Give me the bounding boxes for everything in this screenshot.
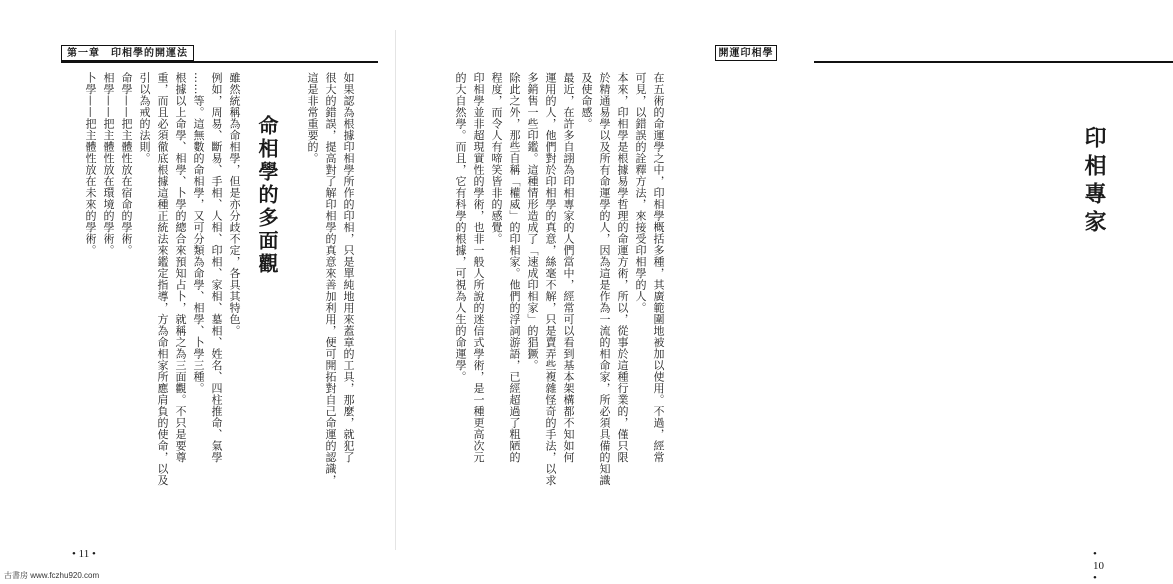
header-rule-right	[814, 61, 1173, 63]
right-heading: 印相專家	[1081, 126, 1107, 238]
text-column: ……等。這無數的命相學，又可分類為命學、相學、卜學三種。	[192, 72, 205, 394]
text-column: 最近，在許多自詡為印相專家的人們當中，經常可以看到基本架構都不知如何	[562, 72, 575, 463]
text-column: 及使命感。	[580, 72, 593, 130]
text-column: 本來，印相學是根據易學哲理的命運方術，所以，從事於這種行業的，僅只限	[616, 72, 629, 463]
text-column: 根據以上命學、相學、卜學的總合來預知占卜，就稱之為三面觀。不只是要尊	[174, 72, 187, 463]
text-column: 的大自然學。而且，它有科學的根據，可視為人生的命運學。	[454, 72, 467, 383]
chapter-tag: 第一章 印相學的開運法	[61, 45, 194, 61]
text-column: 如果認為根據印相學所作的印相，只是單純地用來蓋章的工具，那麼，就犯了	[342, 72, 355, 463]
text-column: 在五術的命運學之中，印相學概括多種，其廣範圍地被加以使用。不過，經常	[652, 72, 665, 463]
text-column: 這是非常重要的。	[306, 72, 319, 164]
text-column: 命學——把主體性放在宿命的學術。	[120, 72, 133, 256]
text-column: 可見，以錯誤的詮釋方法，來接受印相學的人。	[634, 72, 647, 314]
text-column: 於精通易學以及所有命運學的人，因為這是作為一流的相命家，所必須具備的知識	[598, 72, 611, 486]
text-column: 程度，而令人有啼笑皆非的感覺。	[490, 72, 503, 245]
text-column: 相學——把主體性放在環境的學術。	[102, 72, 115, 256]
text-column: 例如，周易、斷易、手相、人相、印相、家相、墓相、姓名、四柱推命、氣學	[210, 72, 223, 463]
text-column: 多銷售一些印鑑。這種情形造成了「速成印相家」的猖獗。	[526, 72, 539, 371]
site-imprint: 古書房 www.fczhu920.com	[4, 571, 100, 580]
text-column: 卜學——把主體性放在未來的學術。	[84, 72, 97, 256]
text-column: 運用的人，他們對於印相學的真意，絲毫不解，只是賣弄些複雜怪奇的手法，以求	[544, 72, 557, 486]
right-page-number: • 10 •	[1093, 548, 1104, 584]
text-column: 印相學並非超現實性的學術，也非一般人所說的迷信式學術，是一種更高次元	[472, 72, 485, 463]
book-gutter	[395, 30, 396, 550]
left-heading: 命相學的多面觀	[255, 115, 279, 276]
text-column: 引以為戒的法則。	[138, 72, 151, 164]
running-head: 開運印相學	[715, 45, 777, 61]
header-rule-left	[61, 61, 378, 63]
text-column: 雖然統稱為命相學，但是亦分歧不定，各具其特色。	[228, 72, 241, 337]
text-column: 重，而且必須徹底根據這種正統法來鑑定指導，方為命相家所應肩負的使命，以及	[156, 72, 169, 486]
left-page-number: • 11 •	[72, 548, 96, 560]
text-column: 除此之外，那些自稱「權威」的印相家。他們的浮詞游語，已經超過了粗陋的	[508, 72, 521, 463]
text-column: 很大的錯誤，提高對了解印相學的真意來善加利用，便可開拓對自己命運的認識，	[324, 72, 337, 486]
